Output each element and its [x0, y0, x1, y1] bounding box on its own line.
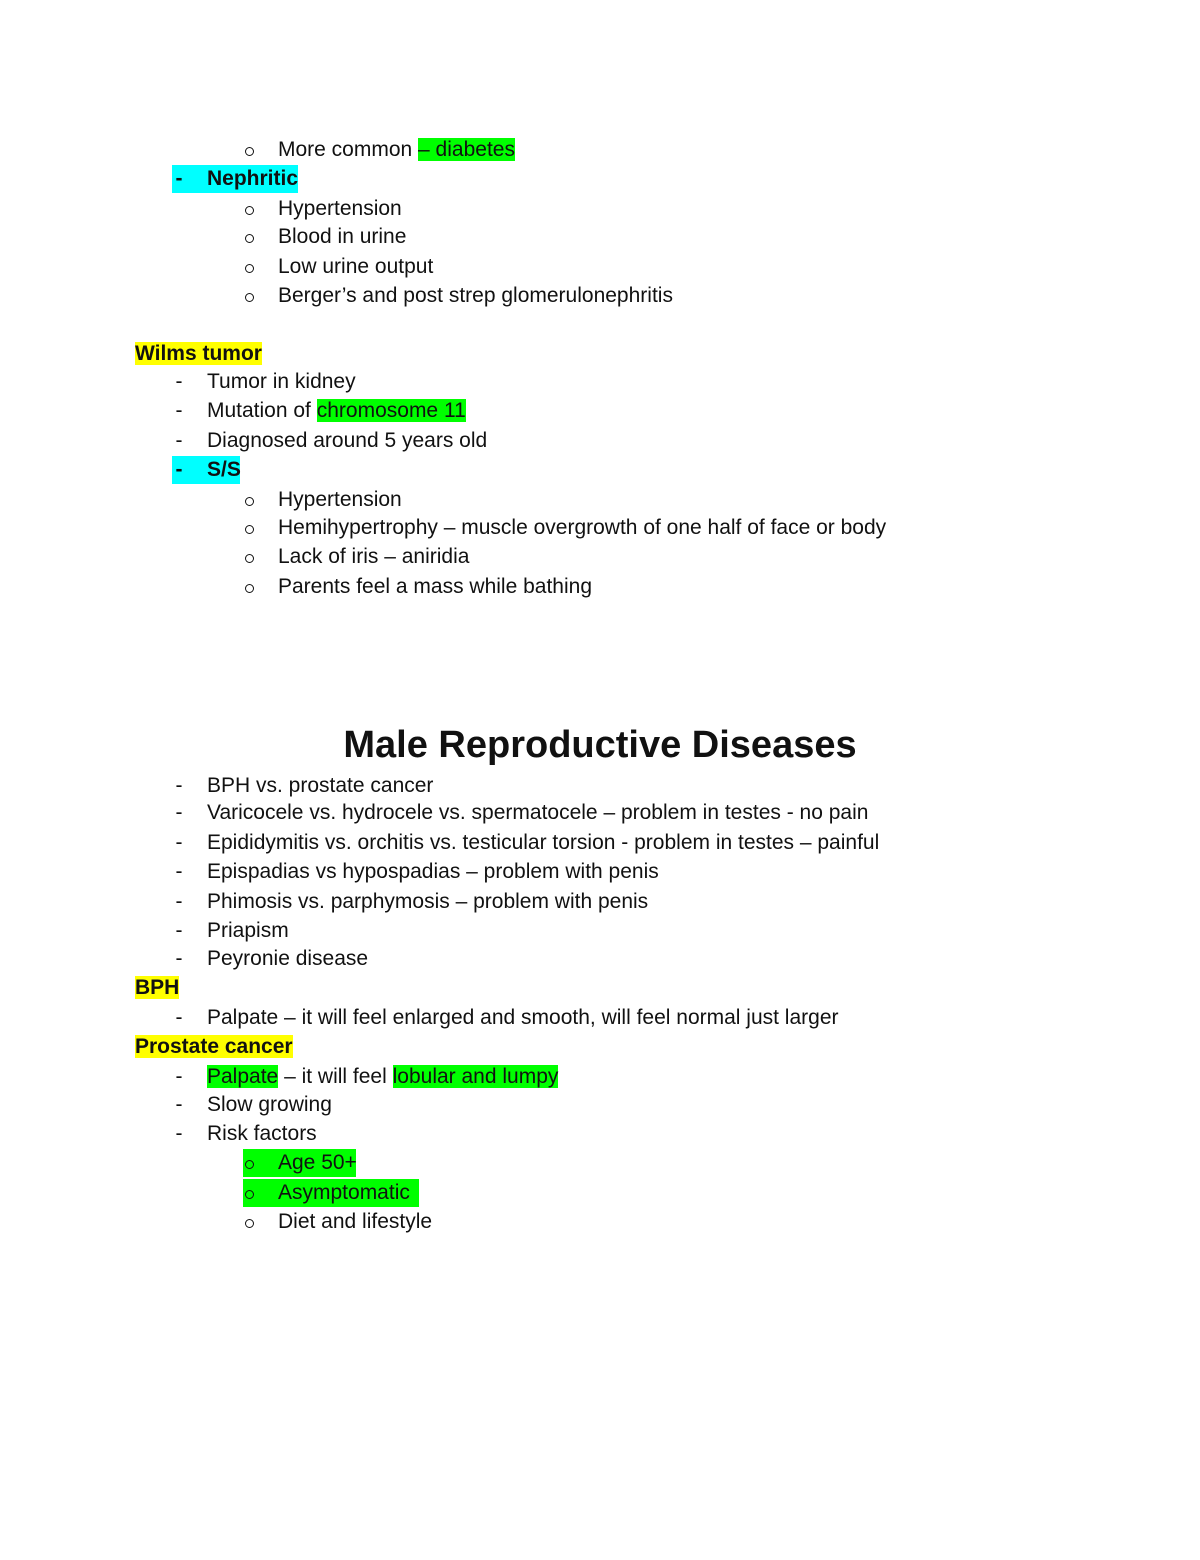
- dash-bullet: -: [175, 860, 183, 883]
- list-item: Hemihypertrophy – muscle overgrowth of one half of face or body: [278, 516, 887, 539]
- prostate-cancer-heading: [135, 1034, 293, 1060]
- wilms-heading-text: Wilms tumor: [135, 342, 262, 365]
- section-title: Male Reproductive Diseases: [343, 724, 857, 766]
- bullet-circle: [243, 1209, 257, 1235]
- bullet-circle: [243, 137, 257, 163]
- dash-bullet: -: [175, 1065, 183, 1088]
- list-item: Palpate – it will feel enlarged and smooth, will feel normal just larger: [207, 1006, 839, 1029]
- dash-bullet: -: [175, 831, 183, 854]
- list-item: Diet and lifestyle: [278, 1210, 433, 1233]
- diabetes-highlight: – diabetes: [418, 138, 515, 161]
- bph-heading-text: BPH: [135, 976, 180, 999]
- dash-bullet: -: [175, 947, 183, 970]
- dash-bullet: -: [175, 890, 183, 913]
- dash-bullet: -: [175, 399, 183, 422]
- list-item: [278, 137, 515, 163]
- list-item: Berger’s and post strep glomerulonephritis: [278, 284, 673, 307]
- palpate-highlight: Palpate: [207, 1065, 279, 1088]
- prostate-cancer-heading-text: Prostate cancer: [135, 1035, 293, 1058]
- dash-bullet: -: [175, 1006, 183, 1029]
- list-item: Tumor in kidney: [207, 370, 356, 393]
- dash-bullet: -: [175, 458, 183, 481]
- list-item: Priapism: [207, 919, 289, 942]
- list-item: Varicocele vs. hydrocele vs. spermatocele – problem in testes - no pain: [207, 801, 869, 824]
- list-item: Lack of iris – aniridia: [278, 545, 470, 568]
- dash-bullet: -: [175, 429, 183, 452]
- bullet-circle: [243, 254, 257, 280]
- dash-bullet: -: [175, 370, 183, 393]
- list-item: Age 50+: [278, 1151, 357, 1174]
- mutation-text: Mutation of: [207, 399, 317, 422]
- dash-bullet: -: [175, 1093, 183, 1116]
- bullet-circle: [243, 283, 257, 309]
- bullet-circle: [243, 196, 257, 222]
- list-item: Hypertension: [278, 197, 402, 220]
- dash-bullet: -: [175, 1122, 183, 1145]
- chromosome-highlight: chromosome 11: [316, 399, 466, 422]
- list-item: Asymptomatic: [278, 1181, 410, 1204]
- list-item: Parents feel a mass while bathing: [278, 575, 593, 598]
- list-item: Blood in urine: [278, 225, 407, 248]
- nephritic-heading: Nephritic: [207, 167, 299, 190]
- list-item: BPH vs. prostate cancer: [207, 774, 434, 797]
- bullet-circle: [243, 487, 257, 513]
- more-common-text: More common: [278, 138, 419, 161]
- list-item: Hypertension: [278, 488, 402, 511]
- bph-heading: [135, 975, 179, 1001]
- lobular-highlight: lobular and lumpy: [392, 1065, 559, 1088]
- list-item: Epispadias vs hypospadias – problem with penis: [207, 860, 659, 883]
- list-item: Epididymitis vs. orchitis vs. testicular torsion - problem in testes – painful: [207, 831, 880, 854]
- palpate-middle-text: – it will feel: [278, 1065, 393, 1088]
- dash-bullet: -: [175, 774, 183, 797]
- list-item: Risk factors: [207, 1122, 317, 1145]
- bullet-circle: [243, 574, 257, 600]
- bullet-circle: [243, 544, 257, 570]
- list-item: Peyronie disease: [207, 947, 369, 970]
- bullet-circle: [243, 224, 257, 250]
- dash-bullet: -: [175, 167, 183, 190]
- bullet-circle: [243, 1150, 257, 1176]
- bullet-circle: [243, 1180, 257, 1206]
- list-item: Low urine output: [278, 255, 434, 278]
- list-item: Diagnosed around 5 years old: [207, 429, 488, 452]
- dash-bullet: -: [175, 919, 183, 942]
- wilms-heading: [135, 341, 262, 367]
- list-item: [207, 1064, 558, 1090]
- dash-bullet: -: [175, 801, 183, 824]
- ss-heading: S/S: [207, 458, 241, 481]
- list-item: Phimosis vs. parphymosis – problem with penis: [207, 890, 649, 913]
- list-item: [207, 398, 466, 424]
- list-item: Slow growing: [207, 1093, 332, 1116]
- bullet-circle: [243, 515, 257, 541]
